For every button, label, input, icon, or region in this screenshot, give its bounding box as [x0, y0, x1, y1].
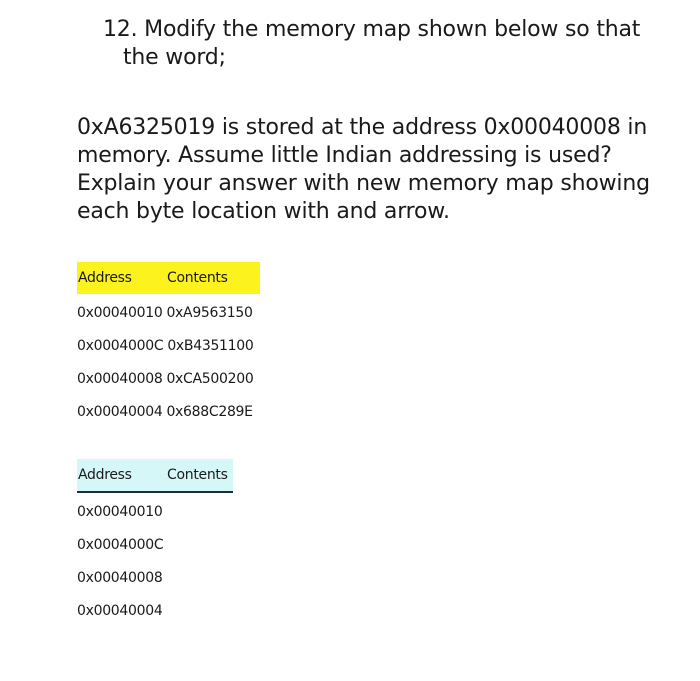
row-address: 0x00040010 [77, 503, 163, 520]
header-address: Address [78, 467, 132, 483]
row-contents: 0xB4351100 [167, 337, 254, 354]
memory-row [77, 495, 233, 528]
row-contents: 0x688C289E [166, 403, 253, 420]
memory-row [77, 561, 233, 594]
question-line-2: the word; [123, 45, 226, 70]
prompt-line-3: Explain your answer with new memory map showing [77, 171, 650, 196]
header-address: Address [78, 270, 132, 286]
row-address: 0x00040008 [77, 370, 163, 387]
row-address: 0x00040004 [77, 403, 163, 420]
memory-row [77, 395, 260, 428]
memory-row [77, 528, 233, 561]
memory-map-header [77, 459, 233, 493]
header-contents: Contents [167, 270, 228, 286]
prompt-line-2: memory. Assume little Indian addressing is used? [77, 143, 612, 168]
question-line-1: 12. Modify the memory map shown below so that [103, 17, 641, 42]
new-memory-map [77, 459, 233, 627]
row-address: 0x00040008 [77, 569, 163, 586]
memory-row [77, 296, 260, 329]
row-address: 0x0004000C [77, 337, 164, 354]
row-address: 0x00040010 [77, 304, 163, 321]
question-heading [103, 16, 683, 72]
header-contents: Contents [167, 467, 228, 483]
row-address: 0x0004000C [77, 536, 164, 553]
original-memory-map [77, 262, 260, 428]
row-address: 0x00040004 [77, 602, 163, 619]
memory-row [77, 362, 260, 395]
memory-row [77, 594, 233, 627]
row-contents: 0xCA500200 [166, 370, 254, 387]
memory-map-header [77, 262, 260, 294]
prompt-line-1: 0xA6325019 is stored at the address 0x00040008 in [77, 115, 648, 140]
row-contents: 0xA9563150 [166, 304, 253, 321]
question-prompt [77, 114, 687, 226]
memory-row [77, 329, 260, 362]
prompt-line-4: each byte location with and arrow. [77, 199, 450, 224]
